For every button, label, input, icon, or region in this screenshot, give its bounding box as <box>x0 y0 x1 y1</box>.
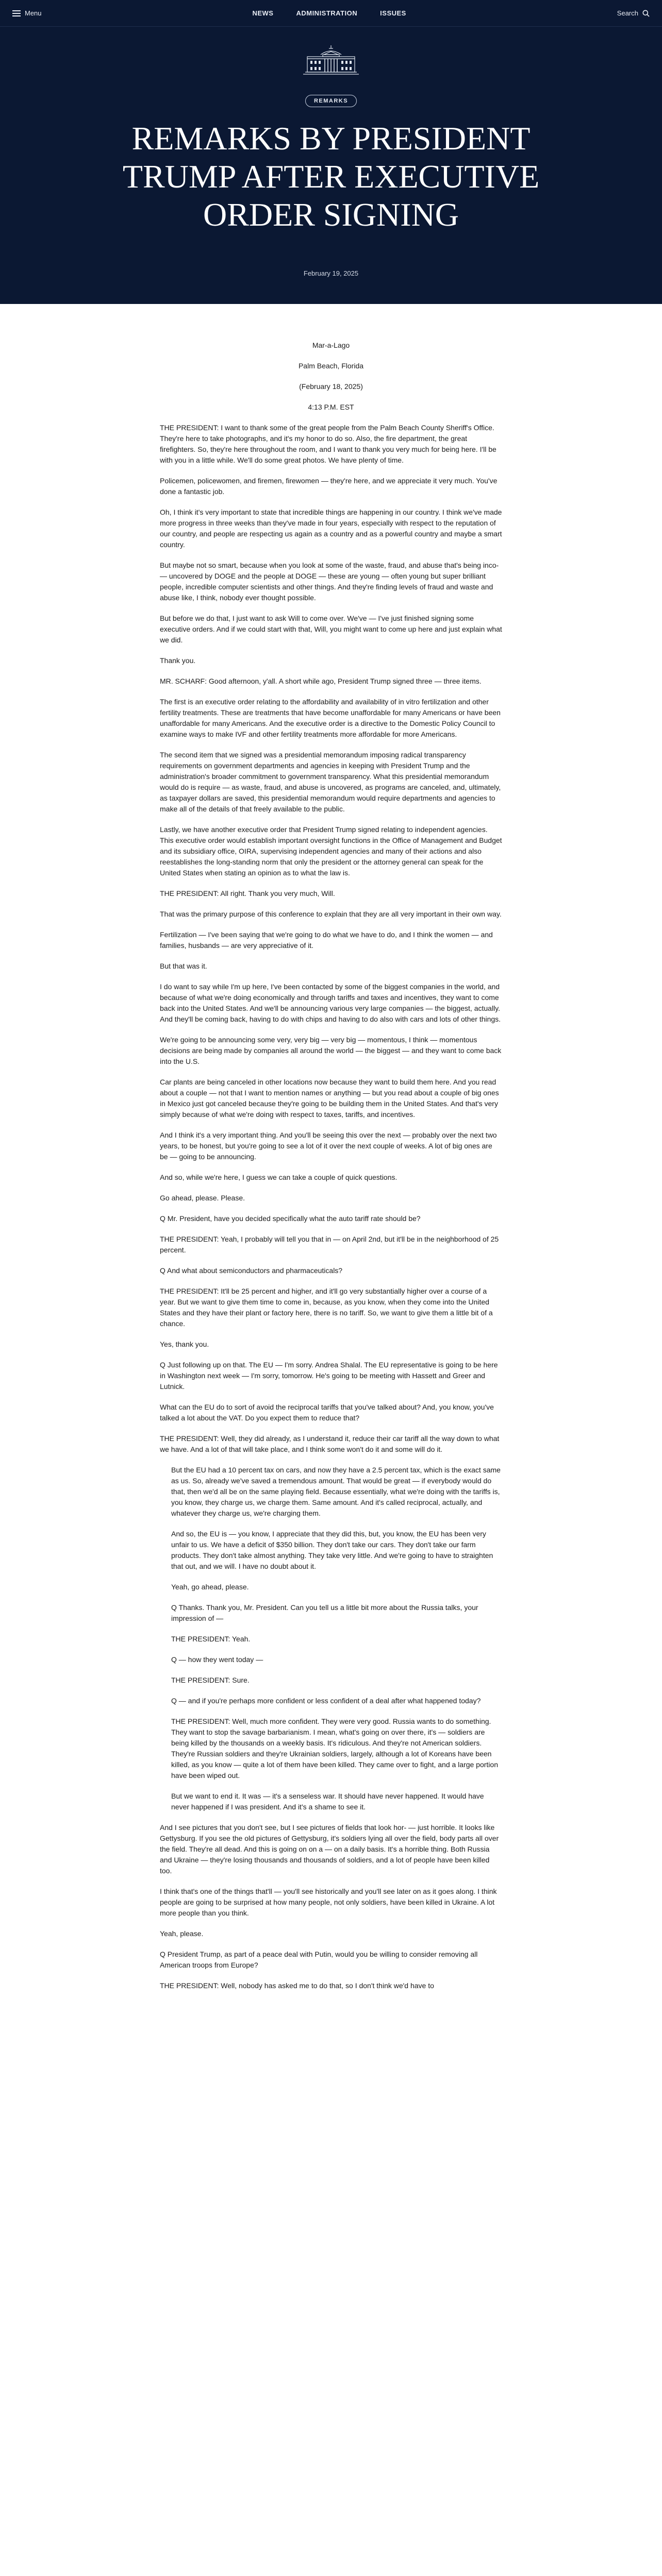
dateline-time: 4:13 P.M. EST <box>308 403 354 411</box>
transcript-paragraph: Lastly, we have another executive order that President Trump signed relating to independent agencies. This executive order would establish important oversight functions in the Office of Management and Budget and its subsidiary office, OIRA, supervising independent agencies and many of their actions and also reestablishes the long-standing norm that only the president or the attorney general can speak for the United States when stating an opinion as to what the law is. <box>160 825 502 877</box>
transcript-paragraph: Yeah, please. <box>160 1929 204 1938</box>
transcript-paragraph: THE PRESIDENT: Well, much more confident. They were very good. Russia wants to do something. They want to stop the savage barbarianism. I mean, what's going on over there, it's — soldiers are being killed by the thousands on a weekly basis. It's ridiculous. And they're not American soldiers. They're Russian soldiers and they're Ukrainian soldiers, largely, although a lot of Koreans have been killed, as you know — quite a lot of them have been killed. They came over to fight, and a large portion have been wiped out. <box>171 1717 498 1780</box>
transcript-paragraph: THE PRESIDENT: Yeah, I probably will tell you that in — on April 2nd, but it'll be in the neighborhood of 25 percent. <box>160 1235 499 1254</box>
nav-link-administration[interactable]: ADMINISTRATION <box>296 9 358 17</box>
transcript-paragraph: And so, the EU is — you know, I appreciate that they did this, but, you know, the EU has been very unfair to us. We have a deficit of $350 billion. They don't take our cars. They don't take our farm products. They don't take almost anything. They take very little. And we're going to have to straighten that out, and we will. I have no doubt about it. <box>171 1530 493 1570</box>
transcript-paragraph: Q Thanks. Thank you, Mr. President. Can you tell us a little bit more about the Russia talks, your impression of — <box>171 1603 478 1622</box>
transcript-paragraph: The second item that we signed was a presidential memorandum imposing radical transparency requirements on government departments and agencies in keeping with President Trump and the administration's broader commitment to government transparency. What this presidential memorandum would do is require — as waste, fraud, and abuse is uncovered, as programs are canceled, and, ultimately, as taxpayer dollars are saved, this presidential memorandum would require departments and agencies to make all of the details of that freely available to the public. <box>160 751 501 813</box>
transcript-paragraph: THE PRESIDENT: Well, they did already, as I understand it, reduce their car tariff all the way down to what we have. And a lot of that will take place, and I think some won't do it and some will do it. <box>160 1434 500 1453</box>
transcript-paragraph: Q President Trump, as part of a peace deal with Putin, would you be willing to consider removing all American troops from Europe? <box>160 1950 478 1969</box>
nav-link-issues[interactable]: ISSUES <box>380 9 406 17</box>
nav-link-news[interactable]: NEWS <box>252 9 274 17</box>
transcript-paragraph: The first is an executive order relating to the affordability and availability of in vitro fertilization and other fertility treatments. These are treatments that have become unaffordable for many Americans or have been unaffordable for many Americans. And the executive order is a directive to the Domestic Policy Council to examine ways to make IVF and other fertility treatments more affordable for more Americans. <box>160 698 501 738</box>
hero-section <box>0 27 662 304</box>
transcript-paragraph: And so, while we're here, I guess we can take a couple of quick questions. <box>160 1173 398 1181</box>
transcript-paragraph: But we want to end it. It was — it's a senseless war. It should have never happened. It would have never happened if I was president. And it's a shame to see it. <box>171 1792 484 1811</box>
transcript-paragraph: Yes, thank you. <box>160 1340 209 1348</box>
transcript-paragraph: Policemen, policewomen, and firemen, firewomen — they're here, and we appreciate it very much. You've done a fantastic job. <box>160 477 498 496</box>
transcript <box>160 422 502 1991</box>
top-navigation-bar <box>0 0 662 27</box>
transcript-paragraph: MR. SCHARF: Good afternoon, y'all. A short while ago, President Trump signed three — three items. <box>160 677 482 685</box>
transcript-paragraph: But before we do that, I just want to ask Will to come over. We've — I've just finished signing some executive orders. And if we could start with that, Will, you might want to come up here and just explain what we did. <box>160 614 502 644</box>
transcript-paragraph: That was the primary purpose of this conference to explain that they are all very important in their own way. <box>160 910 502 918</box>
transcript-paragraph: THE PRESIDENT: I want to thank some of the great people from the Palm Beach County Sheriff's Office. They're here to take photographs, and it's my honor to do so. Also, the fire department, the great firefighters. So, they're here throughout the room, and I want to thank you very much for being here. I'll be with you in a little while. We'll do some great photos. We have plenty of time. <box>160 423 496 464</box>
article-body <box>160 304 502 1991</box>
transcript-paragraph: Yeah, go ahead, please. <box>171 1583 249 1591</box>
transcript-paragraph: Thank you. <box>160 656 196 665</box>
transcript-paragraph: And I think it's a very important thing. And you'll be seeing this over the next — probably over the next two years, to be honest, but you're going to see a lot of it over the next couple of weeks. A lot of big ones are be — going to be announcing. <box>160 1131 497 1161</box>
category-badge[interactable]: REMARKS <box>305 95 357 107</box>
transcript-paragraph: I think that's one of the things that'll — you'll see historically and you'll see later on as it goes along. I think people are going to be surprised at how many people, not only soldiers, have been killed in Ukraine. A lot more people than you think. <box>160 1887 497 1917</box>
page-title: REMARKS BY PRESIDENT TRUMP AFTER EXECUTIVE ORDER SIGNING <box>122 120 540 233</box>
transcript-paragraph: What can the EU do to sort of avoid the reciprocal tariffs that you've talked about? And, you know, you've talked a lot about the VAT. Do you expect them to reduce that? <box>160 1403 494 1422</box>
transcript-paragraph: But maybe not so smart, because when you look at some of the waste, fraud, and abuse that's being inco- — uncovered by DOGE and the people at DOGE — these are young — often young but super brilliant people, incredible computer scientists and other things. And they're finding levels of fraud and waste and abuse like, I think, nobody ever thought possible. <box>160 561 499 602</box>
transcript-paragraph: But the EU had a 10 percent tax on cars, and now they have a 2.5 percent tax, which is the exact same as us. So, already we've saved a tremendous amount. That would be great — if everybody would do that, then we'd all be on the same playing field. Because essentially, what we're doing with the tariffs is, you know, they charge us, we charge them. Same amount. And it's called reciprocal, actually, and whatever they charge us, we're charging them. <box>171 1466 501 1517</box>
transcript-paragraph: Q — how they went today — <box>171 1655 263 1664</box>
transcript-paragraph: THE PRESIDENT: Yeah. <box>171 1635 251 1643</box>
transcript-paragraph: Q Just following up on that. The EU — I'm sorry. Andrea Shalal. The EU representative is going to be here in Washington next week — I'm sorry, tomorrow. He's going to be meeting with Hassett and Greer and Lutnick. <box>160 1361 498 1391</box>
publish-date: February 19, 2025 <box>303 269 359 277</box>
dateline-date: (February 18, 2025) <box>299 382 363 391</box>
transcript-paragraph: I do want to say while I'm up here, I've been contacted by some of the biggest companies in the world, and because of what we're doing economically and through tariffs and taxes and incentives, they want to come back into the United States. And we'll be announcing various very large companies — the biggest, actually. And they'll be coming back, having to do with chips and having to do also with cars and lots of other things. <box>160 982 501 1023</box>
transcript-paragraph: Oh, I think it's very important to state that incredible things are happening in our country. I think we've made more progress in three weeks than they've made in four years, especially with respect to the reputation of our country, and people are respecting us again as a country and as a powerful country and maybe a smart country. <box>160 508 502 549</box>
transcript-paragraph: THE PRESIDENT: Well, nobody has asked me to do that, so I don't think we'd have to <box>160 1981 434 1990</box>
dateline-city: Palm Beach, Florida <box>298 362 364 370</box>
transcript-paragraph: Go ahead, please. Please. <box>160 1194 245 1202</box>
dateline-location: Mar-a-Lago <box>312 341 350 349</box>
transcript-paragraph: Fertilization — I've been saying that we're going to do what we have to do, and I think the women — and families, husbands — are very appreciative of it. <box>160 930 493 950</box>
transcript-paragraph: Q — and if you're perhaps more confident or less confident of a deal after what happened today? <box>171 1697 481 1705</box>
white-house-logo-icon <box>300 39 362 80</box>
transcript-paragraph: Q Mr. President, have you decided specifically what the auto tariff rate should be? <box>160 1214 421 1223</box>
transcript-paragraph: THE PRESIDENT: It'll be 25 percent and higher, and it'll go very substantially higher over a course of a year. But we want to give them time to come in, because, as you know, when they come into the United States and they have their plant or factory here, there is no tariff. So, we want to give them a little bit of a chance. <box>160 1287 493 1328</box>
search-icon <box>642 10 650 17</box>
hamburger-icon <box>12 10 21 16</box>
menu-button[interactable] <box>12 9 42 17</box>
main-nav <box>252 9 406 17</box>
search-button[interactable] <box>617 9 650 17</box>
search-label: Search <box>617 9 638 17</box>
transcript-paragraph: We're going to be announcing some very, very big — very big — momentous, I think — momentous decisions are being made by companies all around the world — the biggest — and they want to come back into the U.S. <box>160 1036 502 1065</box>
menu-label: Menu <box>25 9 42 17</box>
transcript-paragraph: And I see pictures that you don't see, but I see pictures of fields that look hor- — just horrible. It looks like Gettysburg. If you see the old pictures of Gettysburg, it's soldiers lying all over the field, body parts all over the field. They're all dead. And this is going on on a — on a daily basis. It's a horrible thing. Both Russia and Ukraine — they're losing thousands and thousands of soldiers, and a lot of people have been killed too. <box>160 1823 499 1875</box>
transcript-paragraph: Q And what about semiconductors and pharmaceuticals? <box>160 1266 343 1275</box>
transcript-paragraph: THE PRESIDENT: Sure. <box>171 1676 250 1684</box>
transcript-paragraph: Car plants are being canceled in other locations now because they want to build them here. And you read about a couple — not that I want to mention names or anything — but you read about a couple of big ones in Mexico just got canceled because they're going to be building them in the United States. And that's very simply because of what we're doing with respect to taxes, tariffs, and incentives. <box>160 1078 499 1118</box>
transcript-paragraph: THE PRESIDENT: All right. Thank you very much, Will. <box>160 889 335 897</box>
transcript-paragraph: But that was it. <box>160 962 207 970</box>
